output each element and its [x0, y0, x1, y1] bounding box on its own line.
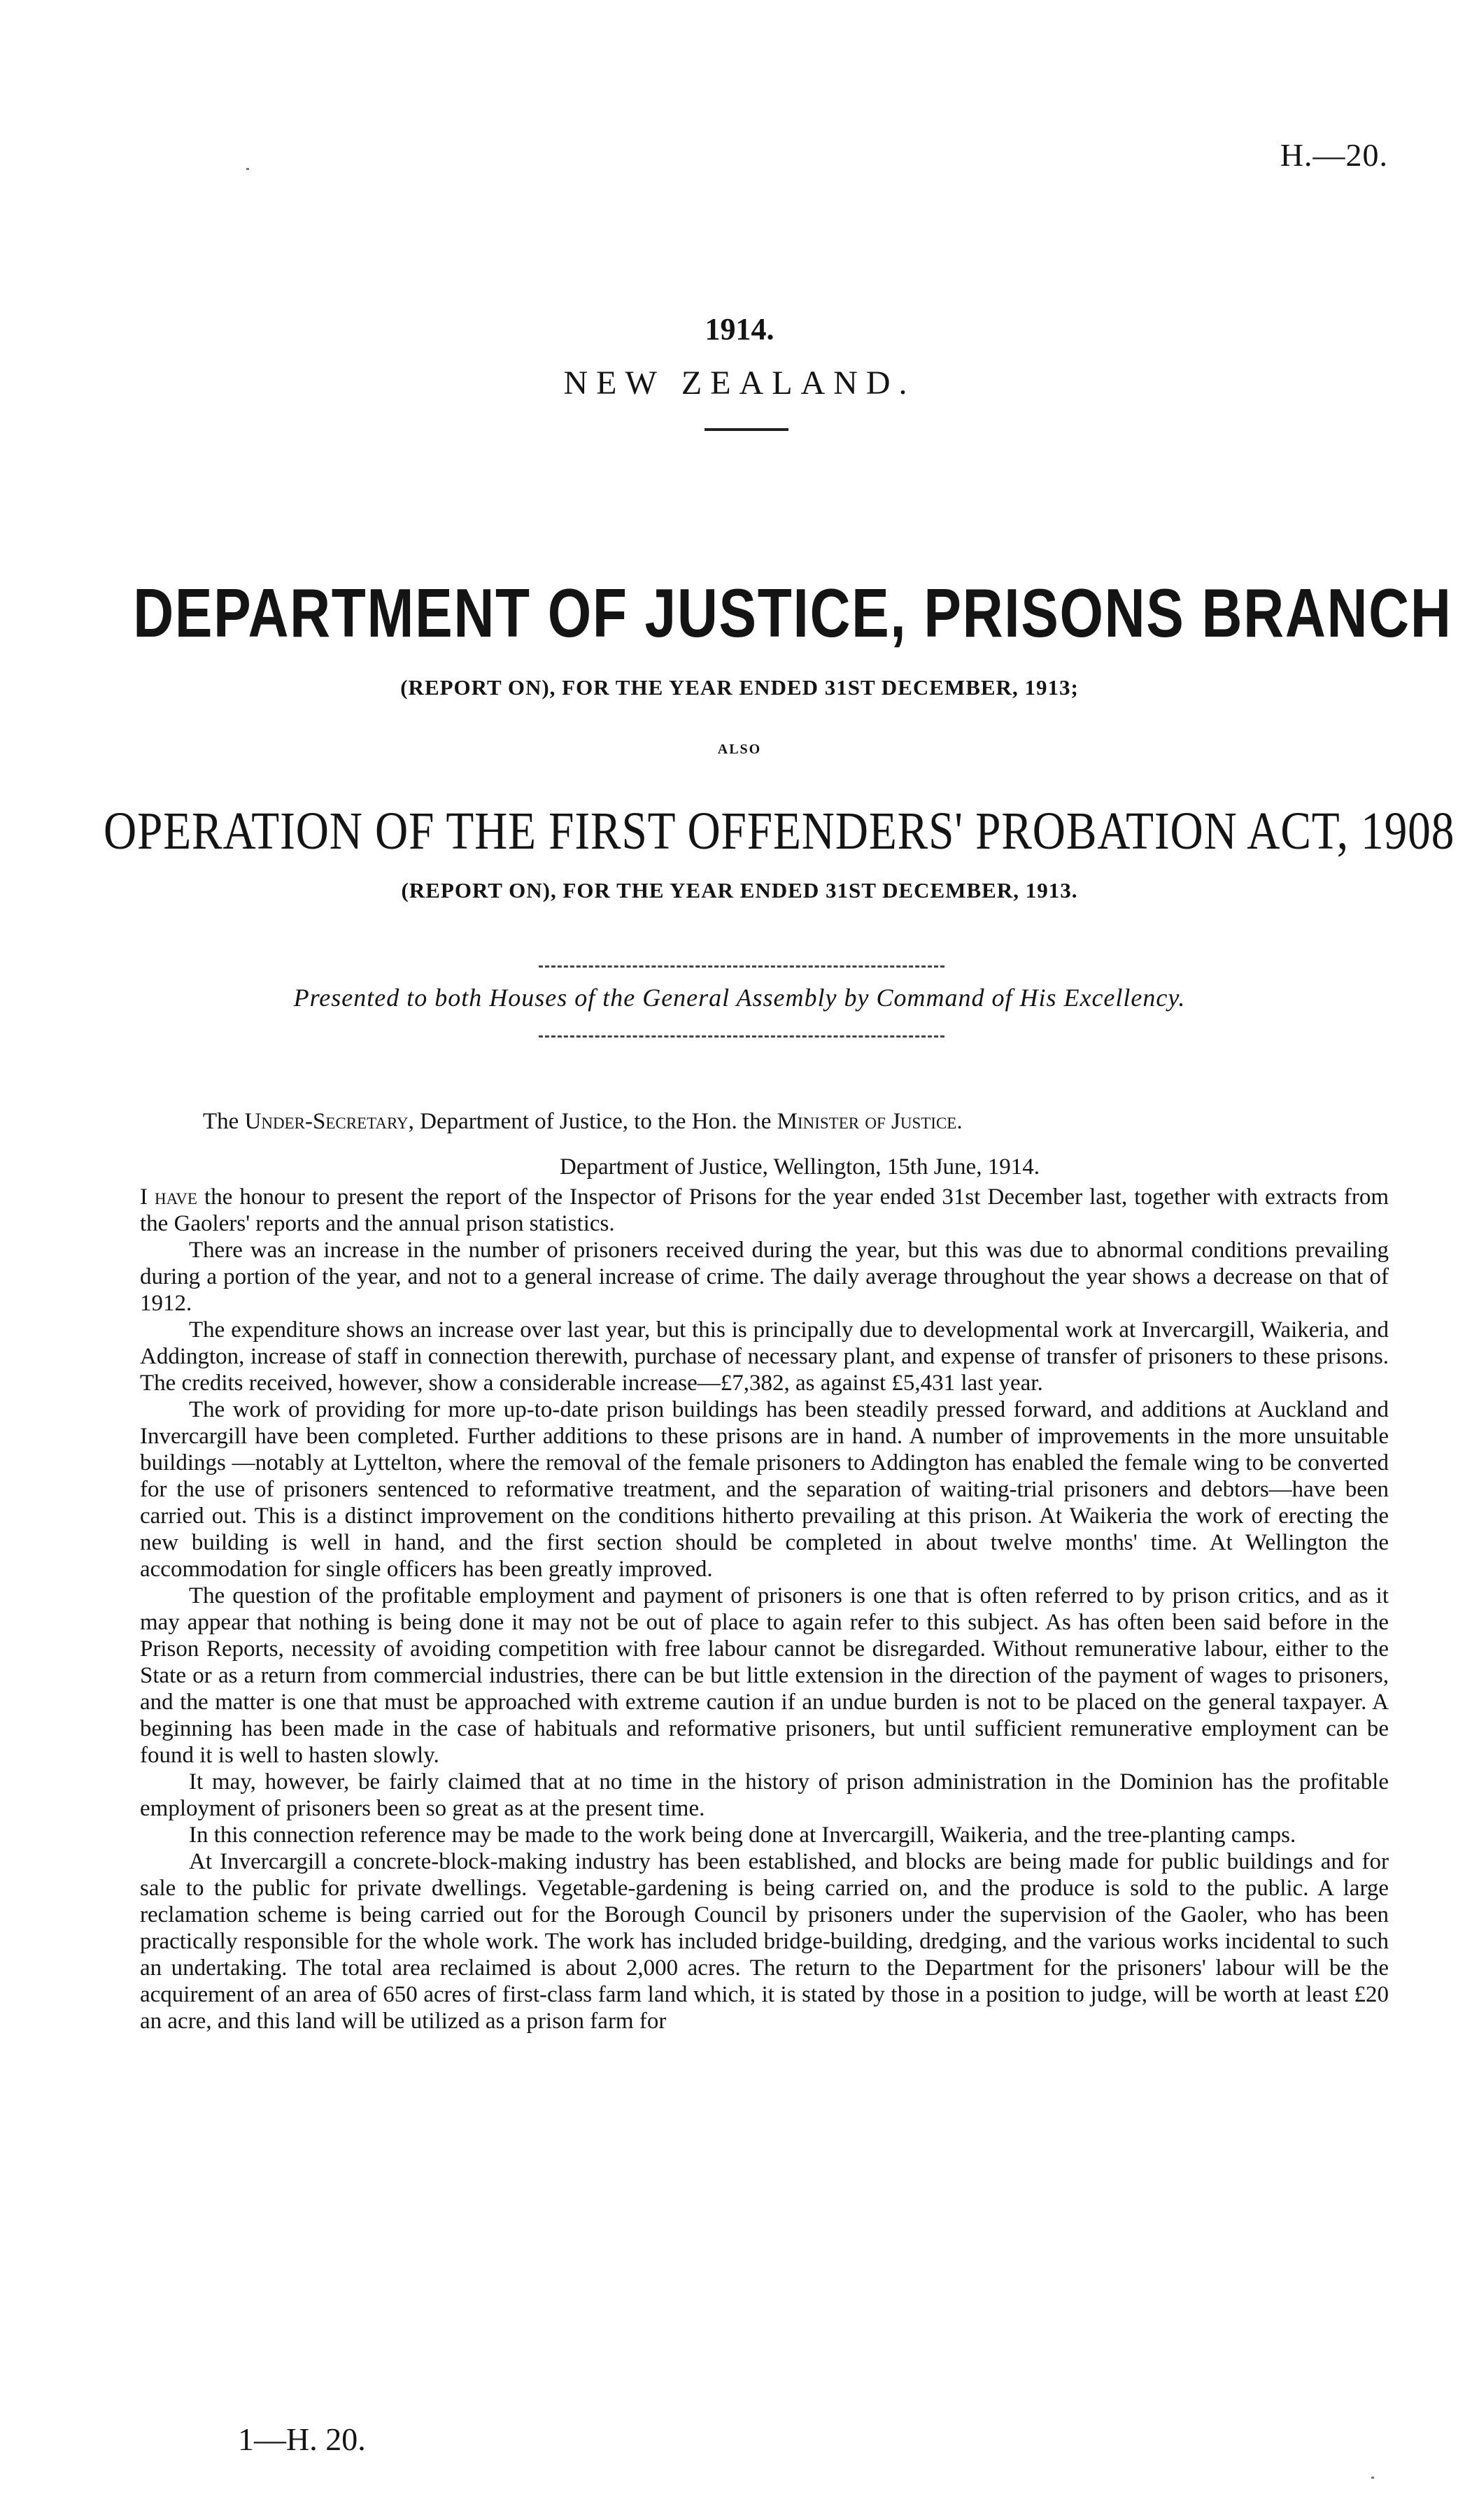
body-paragraph: It may, however, be fairly claimed that at no time in the history of prison administration in the Dominion has the profitable employment of prisoners been so great as at the present time. [140, 1769, 1389, 1821]
page-reference: H.—20. [1280, 137, 1388, 173]
body-paragraph: There was an increase in the number of prisoners received during the year, but this was due to abnormal conditions prevailing during a portion of the year, and not to a general increase of crime. The daily average throughout the year shows a decrease on that of 1912. [140, 1238, 1389, 1316]
body-paragraph: The expenditure shows an increase over last year, but this is principally due to developmental work at Invercargill, Waikeria, and Addington, increase of staff in connection therewith, purchase of necessary plant, and expense of transfer of prisoners to these prisons. The credits received, however, show a considerable increase—£7,382, as against £5,431 last year. [140, 1317, 1389, 1396]
address-middle: , Department of Justice, to the Hon. the [408, 1109, 777, 1134]
main-title-subtitle: (REPORT ON), FOR THE YEAR ENDED 31ST DECEMBER, 1913; [400, 675, 1079, 700]
report-year: 1914. [705, 312, 774, 346]
print-speck [246, 168, 249, 170]
main-title: DEPARTMENT OF JUSTICE, PRISONS BRANCH [133, 574, 1452, 651]
sheet-signature: 1—H. 20. [238, 2421, 366, 2457]
presented-divider-bottom [539, 1035, 944, 1038]
country-heading: NEW ZEALAND. [563, 364, 916, 402]
opening-words: I have [140, 1184, 197, 1210]
address-to: Minister of Justice [777, 1109, 957, 1134]
address-suffix: . [956, 1109, 963, 1134]
title-divider [705, 428, 788, 431]
letter-address [203, 1109, 963, 1135]
body-paragraph: In this connection reference may be made to the work being done at Invercargill, Waikeria, and the tree-planting camps. [189, 1822, 1296, 1848]
print-speck [1371, 2477, 1374, 2479]
presented-line: Presented to both Houses of the General Assembly by Command of His Excellency. [293, 984, 1186, 1012]
body-paragraph: The question of the profitable employment and payment of prisoners is one that is often referred to by prison critics, and as it may appear that nothing is being done it may not be out of place to again refer to this subject. As has often been said before in the Prison Reports, necessity of avoiding competition with free labour cannot be disregarded. Without remunerative labour, either to the State or as a return from commercial industries, there can be but little extension in the direction of the payment of wages to prisoners, and the matter is one that must be approached with extreme caution if an undue burden is not to be placed on the general taxpayer. A beginning has been made in the case of habituals and reformative prisoners, but until sufficient remunerative employment can be found it is well to hasten slowly. [140, 1583, 1389, 1768]
body-paragraph: The work of providing for more up-to-date prison buildings has been steadily pressed forward, and additions at Auckland and Invercargill have been completed. Further additions to these prisons are in hand. A number of improvements in the more unsuitable buildings —notably at Lyttelton, where the removal of the female prisoners to Addington has enabled the female wing to be converted for the use of prisoners sentenced to reformative treatment, and the separation of waiting-trial prisoners and debtors—have been carried out. This is a distinct improvement on the conditions hitherto prevailing at this prison. At Waikeria the work of erecting the new building is well in hand, and the first section should be completed in about twelve months' time. At Wellington the accommodation for single officers has been greatly improved. [140, 1397, 1389, 1582]
letter-dateline: Department of Justice, Wellington, 15th June, 1914. [560, 1154, 1040, 1180]
body-paragraph: I have the honour to present the report of the Inspector of Prisons for the year ended 31st December last, together with extracts from the Gaolers' reports and the annual prison statistics. [140, 1184, 1389, 1236]
presented-divider-top [539, 965, 944, 968]
address-prefix: The [203, 1109, 245, 1134]
body-paragraph: At Invercargill a concrete-block-making industry has been established, and blocks are being made for public buildings and for sale to the public for private dwellings. Vegetable-gardening is being carried on, and the produce is sold to the public. A large reclamation scheme is being carried out for the Borough Council by prisoners under the supervision of the Gaoler, who has been practically responsible for the whole work. The work has included bridge-building, dredging, and the various works incidental to such an undertaking. The total area reclaimed is about 2,000 acres. The return to the Department for the prisoners' labour will be the acquirement of an area of 650 acres of first-class farm land which, it is stated by those in a position to judge, will be worth at least £20 an acre, and this land will be utilized as a prison farm for [140, 1849, 1389, 2034]
also-connector: ALSO [717, 742, 762, 757]
letter-body [140, 1184, 1389, 2034]
address-from: Under-Secretary [244, 1109, 409, 1134]
second-title-subtitle: (REPORT ON), FOR THE YEAR ENDED 31ST DECEMBER, 1913. [401, 878, 1078, 902]
second-title: OPERATION OF THE FIRST OFFENDERS' PROBATION ACT, 1908 [103, 802, 1455, 861]
